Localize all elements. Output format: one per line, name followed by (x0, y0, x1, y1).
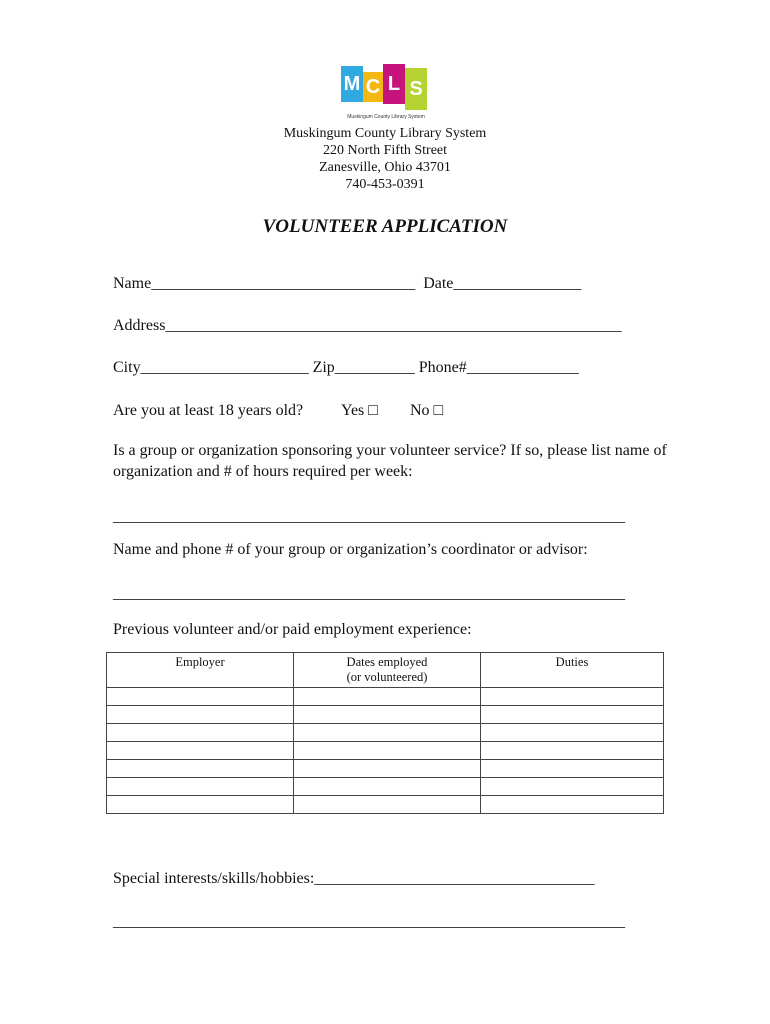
table-cell[interactable] (481, 706, 664, 724)
experience-label: Previous volunteer and/or paid employment experience: (113, 621, 472, 638)
org-name: Muskingum County Library System (283, 126, 487, 141)
table-row[interactable] (107, 724, 664, 742)
group-answer-line[interactable]: ________________________________________________________________ (113, 508, 625, 525)
table-row[interactable] (107, 706, 664, 724)
table-cell[interactable] (481, 742, 664, 760)
table-cell[interactable] (107, 706, 294, 724)
col-duties: Duties (481, 653, 664, 688)
table-row[interactable] (107, 760, 664, 778)
table-cell[interactable] (294, 688, 481, 706)
coordinator-answer-line[interactable]: ________________________________________________________________ (113, 585, 625, 602)
table-cell[interactable] (294, 706, 481, 724)
city-zip-phone-field[interactable]: City_____________________ Zip__________ Phone#______________ (113, 359, 579, 376)
address-field[interactable]: Address_________________________________________________________ (113, 317, 622, 334)
table-cell[interactable] (481, 778, 664, 796)
logo-tile-s: S (405, 68, 427, 110)
org-street: 220 North Fifth Street (322, 143, 448, 158)
table-cell[interactable] (481, 796, 664, 814)
table-cell[interactable] (294, 760, 481, 778)
table-cell[interactable] (107, 724, 294, 742)
mcls-logo (341, 64, 431, 122)
special-interests-field[interactable]: Special interests/skills/hobbies:___________________________________ (113, 870, 595, 887)
table-row[interactable] (107, 796, 664, 814)
table-row[interactable] (107, 778, 664, 796)
table-cell[interactable] (107, 796, 294, 814)
experience-table (106, 652, 664, 814)
age-question: Are you at least 18 years old? (113, 402, 304, 419)
col-dates-line1: Dates employed (346, 655, 428, 669)
age-no-checkbox[interactable]: No □ (410, 402, 444, 419)
logo-tile-c: C (363, 72, 383, 102)
table-cell[interactable] (294, 778, 481, 796)
table-cell[interactable] (107, 742, 294, 760)
table-row[interactable] (107, 688, 664, 706)
col-employer: Employer (107, 653, 294, 688)
table-cell[interactable] (107, 688, 294, 706)
table-row[interactable] (107, 742, 664, 760)
table-cell[interactable] (481, 760, 664, 778)
name-date-field[interactable]: Name_________________________________ Date________________ (113, 275, 582, 292)
table-cell[interactable] (107, 778, 294, 796)
col-dates-line2: (or volunteered) (346, 670, 428, 684)
org-city: Zanesville, Ohio 43701 (319, 160, 451, 175)
org-phone: 740-453-0391 (345, 177, 425, 192)
page-title: VOLUNTEER APPLICATION (262, 216, 508, 237)
age-yes-checkbox[interactable]: Yes □ (341, 402, 378, 419)
table-cell[interactable] (294, 742, 481, 760)
table-cell[interactable] (481, 724, 664, 742)
group-question: Is a group or organization sponsoring your volunteer service? If so, please list name of organization and # of hours required per week: (113, 442, 667, 480)
table-cell[interactable] (294, 796, 481, 814)
col-dates (294, 653, 481, 688)
table-cell[interactable] (481, 688, 664, 706)
table-header-row (107, 653, 664, 688)
special-interests-line-2[interactable]: ________________________________________________________________ (113, 913, 625, 930)
logo-caption: Muskingum County Library System (347, 114, 425, 120)
coordinator-question: Name and phone # of your group or organization’s coordinator or advisor: (113, 541, 588, 558)
logo-tile-m: M (341, 66, 363, 102)
table-cell[interactable] (107, 760, 294, 778)
table-cell[interactable] (294, 724, 481, 742)
logo-tile-l: L (383, 64, 405, 104)
